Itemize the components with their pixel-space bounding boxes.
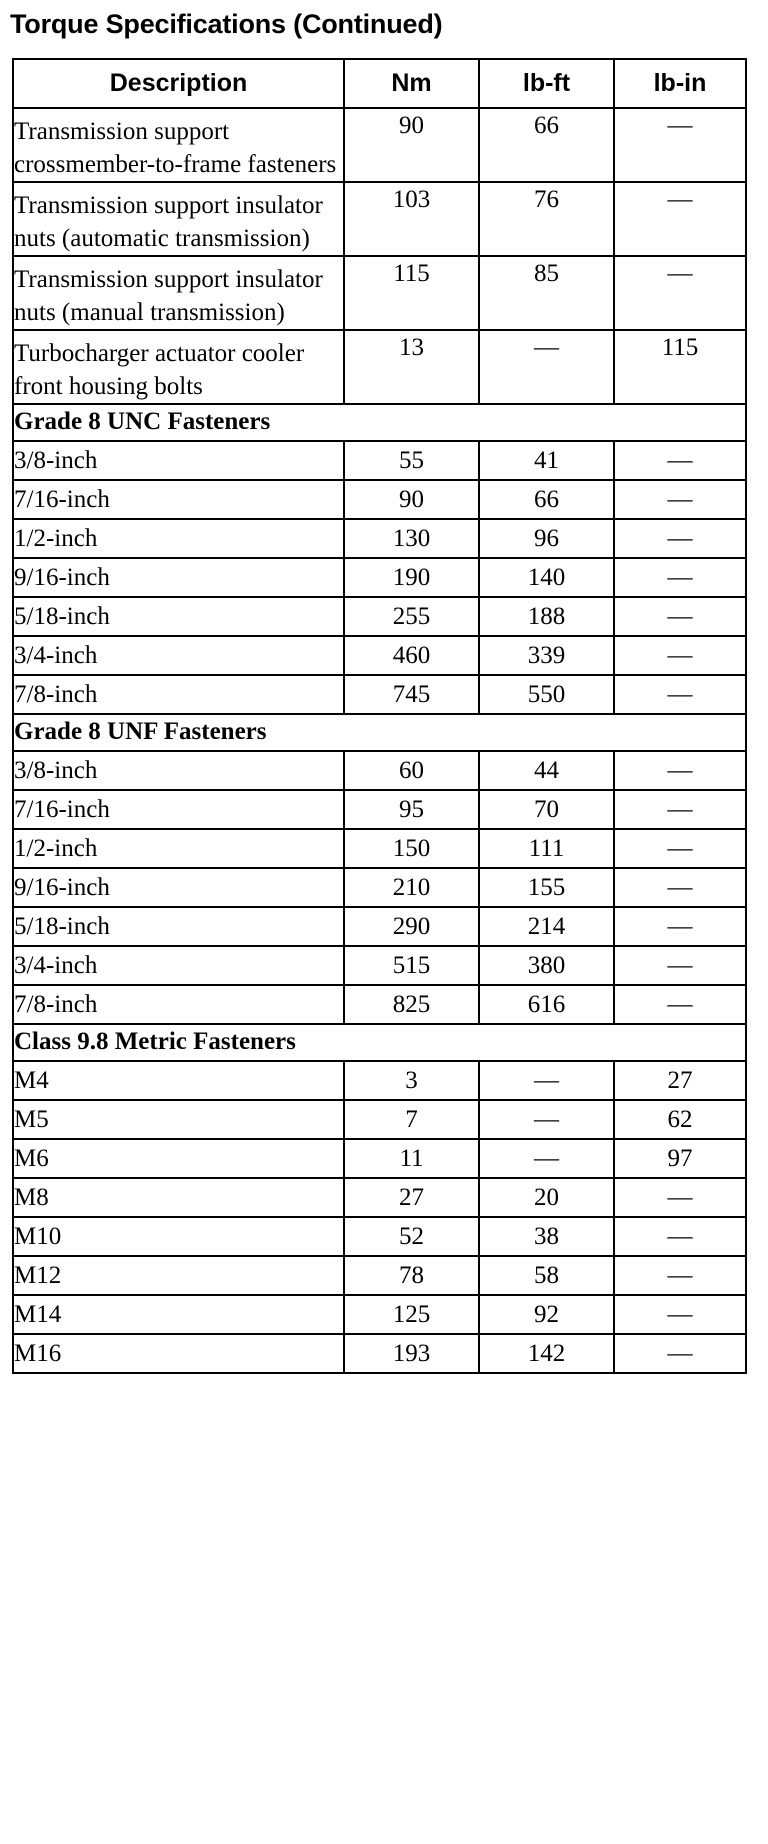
description-cell: M4 <box>13 1061 344 1100</box>
lb-ft-cell: 41 <box>479 441 614 480</box>
lb-ft-cell: 70 <box>479 790 614 829</box>
description-cell: 7/8-inch <box>13 985 344 1024</box>
lb-ft-cell: 142 <box>479 1334 614 1373</box>
table-row <box>13 519 746 558</box>
section-header-row <box>13 1024 746 1061</box>
lb-in-cell: — <box>614 597 746 636</box>
lb-ft-cell: 96 <box>479 519 614 558</box>
description-cell: M14 <box>13 1295 344 1334</box>
lb-ft-cell: — <box>479 1139 614 1178</box>
table-row <box>13 1256 746 1295</box>
lb-in-cell: — <box>614 907 746 946</box>
table-row <box>13 441 746 480</box>
description-cell: 7/8-inch <box>13 675 344 714</box>
lb-ft-cell: 92 <box>479 1295 614 1334</box>
table-row <box>13 1295 746 1334</box>
nm-cell: 460 <box>344 636 479 675</box>
lb-in-cell: — <box>614 751 746 790</box>
description-cell: 9/16-inch <box>13 558 344 597</box>
table-row <box>13 1178 746 1217</box>
lb-ft-cell: — <box>479 330 614 404</box>
torque-spec-table <box>12 58 747 1374</box>
lb-ft-cell: — <box>479 1061 614 1100</box>
lb-ft-cell: 616 <box>479 985 614 1024</box>
description-cell: 5/18-inch <box>13 907 344 946</box>
nm-cell: 745 <box>344 675 479 714</box>
column-header-nm: Nm <box>344 59 479 108</box>
description-cell: M12 <box>13 1256 344 1295</box>
table-row <box>13 675 746 714</box>
nm-cell: 90 <box>344 480 479 519</box>
description-cell: Turbocharger actuator cooler front housing bolts <box>13 330 344 404</box>
section-title: Class 9.8 Metric Fasteners <box>13 1024 746 1061</box>
column-header-lb-ft: lb-ft <box>479 59 614 108</box>
lb-in-cell: — <box>614 256 746 330</box>
nm-cell: 115 <box>344 256 479 330</box>
nm-cell: 95 <box>344 790 479 829</box>
lb-ft-cell: 214 <box>479 907 614 946</box>
table-row <box>13 751 746 790</box>
table-row <box>13 1100 746 1139</box>
table-row <box>13 636 746 675</box>
description-cell: Transmission support insulator nuts (manual transmission) <box>13 256 344 330</box>
section-header-row <box>13 404 746 441</box>
table-row <box>13 330 746 404</box>
nm-cell: 210 <box>344 868 479 907</box>
description-cell: 7/16-inch <box>13 480 344 519</box>
lb-in-cell: — <box>614 1256 746 1295</box>
table-header-row <box>13 59 746 108</box>
description-cell: M5 <box>13 1100 344 1139</box>
nm-cell: 7 <box>344 1100 479 1139</box>
lb-ft-cell: 140 <box>479 558 614 597</box>
lb-ft-cell: 339 <box>479 636 614 675</box>
table-row <box>13 597 746 636</box>
nm-cell: 150 <box>344 829 479 868</box>
description-cell: 1/2-inch <box>13 829 344 868</box>
lb-in-cell: — <box>614 1178 746 1217</box>
table-row <box>13 829 746 868</box>
lb-in-cell: — <box>614 441 746 480</box>
table-row <box>13 1334 746 1373</box>
table-row <box>13 985 746 1024</box>
lb-ft-cell: 66 <box>479 108 614 182</box>
lb-in-cell: — <box>614 558 746 597</box>
table-row <box>13 108 746 182</box>
lb-in-cell: 27 <box>614 1061 746 1100</box>
table-row <box>13 790 746 829</box>
nm-cell: 130 <box>344 519 479 558</box>
lb-in-cell: — <box>614 1334 746 1373</box>
description-cell: 7/16-inch <box>13 790 344 829</box>
description-cell: M6 <box>13 1139 344 1178</box>
lb-ft-cell: 85 <box>479 256 614 330</box>
lb-ft-cell: 155 <box>479 868 614 907</box>
lb-in-cell: — <box>614 829 746 868</box>
description-cell: 3/8-inch <box>13 751 344 790</box>
description-cell: M16 <box>13 1334 344 1373</box>
page-title: Torque Specifications (Continued) <box>10 9 443 39</box>
table-body <box>13 108 746 1373</box>
table-row <box>13 907 746 946</box>
nm-cell: 27 <box>344 1178 479 1217</box>
lb-in-cell: — <box>614 946 746 985</box>
description-cell: 1/2-inch <box>13 519 344 558</box>
nm-cell: 90 <box>344 108 479 182</box>
lb-in-cell: — <box>614 868 746 907</box>
table-row <box>13 868 746 907</box>
nm-cell: 103 <box>344 182 479 256</box>
lb-in-cell: 62 <box>614 1100 746 1139</box>
table-row <box>13 256 746 330</box>
nm-cell: 52 <box>344 1217 479 1256</box>
nm-cell: 13 <box>344 330 479 404</box>
nm-cell: 825 <box>344 985 479 1024</box>
section-title: Grade 8 UNC Fasteners <box>13 404 746 441</box>
lb-in-cell: — <box>614 1295 746 1334</box>
description-cell: Transmission support insulator nuts (automatic transmission) <box>13 182 344 256</box>
lb-in-cell: — <box>614 1217 746 1256</box>
lb-in-cell: 115 <box>614 330 746 404</box>
nm-cell: 60 <box>344 751 479 790</box>
description-cell: 5/18-inch <box>13 597 344 636</box>
lb-in-cell: — <box>614 790 746 829</box>
section-title: Grade 8 UNF Fasteners <box>13 714 746 751</box>
lb-ft-cell: 66 <box>479 480 614 519</box>
nm-cell: 190 <box>344 558 479 597</box>
section-header-row <box>13 714 746 751</box>
table-row <box>13 1217 746 1256</box>
lb-in-cell: — <box>614 675 746 714</box>
description-cell: 3/8-inch <box>13 441 344 480</box>
lb-ft-cell: — <box>479 1100 614 1139</box>
nm-cell: 125 <box>344 1295 479 1334</box>
description-cell: Transmission support crossmember-to-frame fasteners <box>13 108 344 182</box>
nm-cell: 55 <box>344 441 479 480</box>
lb-in-cell: — <box>614 182 746 256</box>
lb-ft-cell: 111 <box>479 829 614 868</box>
lb-ft-cell: 188 <box>479 597 614 636</box>
description-cell: M8 <box>13 1178 344 1217</box>
lb-in-cell: — <box>614 985 746 1024</box>
table-row <box>13 182 746 256</box>
lb-in-cell: 97 <box>614 1139 746 1178</box>
table-row <box>13 1061 746 1100</box>
lb-ft-cell: 380 <box>479 946 614 985</box>
lb-ft-cell: 58 <box>479 1256 614 1295</box>
column-header-lb-in: lb-in <box>614 59 746 108</box>
table-row <box>13 1139 746 1178</box>
lb-in-cell: — <box>614 519 746 558</box>
table-row <box>13 558 746 597</box>
lb-ft-cell: 550 <box>479 675 614 714</box>
lb-ft-cell: 76 <box>479 182 614 256</box>
description-cell: M10 <box>13 1217 344 1256</box>
nm-cell: 11 <box>344 1139 479 1178</box>
nm-cell: 193 <box>344 1334 479 1373</box>
description-cell: 9/16-inch <box>13 868 344 907</box>
lb-ft-cell: 20 <box>479 1178 614 1217</box>
description-cell: 3/4-inch <box>13 636 344 675</box>
nm-cell: 78 <box>344 1256 479 1295</box>
lb-ft-cell: 44 <box>479 751 614 790</box>
nm-cell: 290 <box>344 907 479 946</box>
column-header-description: Description <box>13 59 344 108</box>
lb-in-cell: — <box>614 480 746 519</box>
lb-in-cell: — <box>614 636 746 675</box>
nm-cell: 255 <box>344 597 479 636</box>
table-row <box>13 946 746 985</box>
nm-cell: 515 <box>344 946 479 985</box>
lb-ft-cell: 38 <box>479 1217 614 1256</box>
lb-in-cell: — <box>614 108 746 182</box>
table-row <box>13 480 746 519</box>
nm-cell: 3 <box>344 1061 479 1100</box>
description-cell: 3/4-inch <box>13 946 344 985</box>
